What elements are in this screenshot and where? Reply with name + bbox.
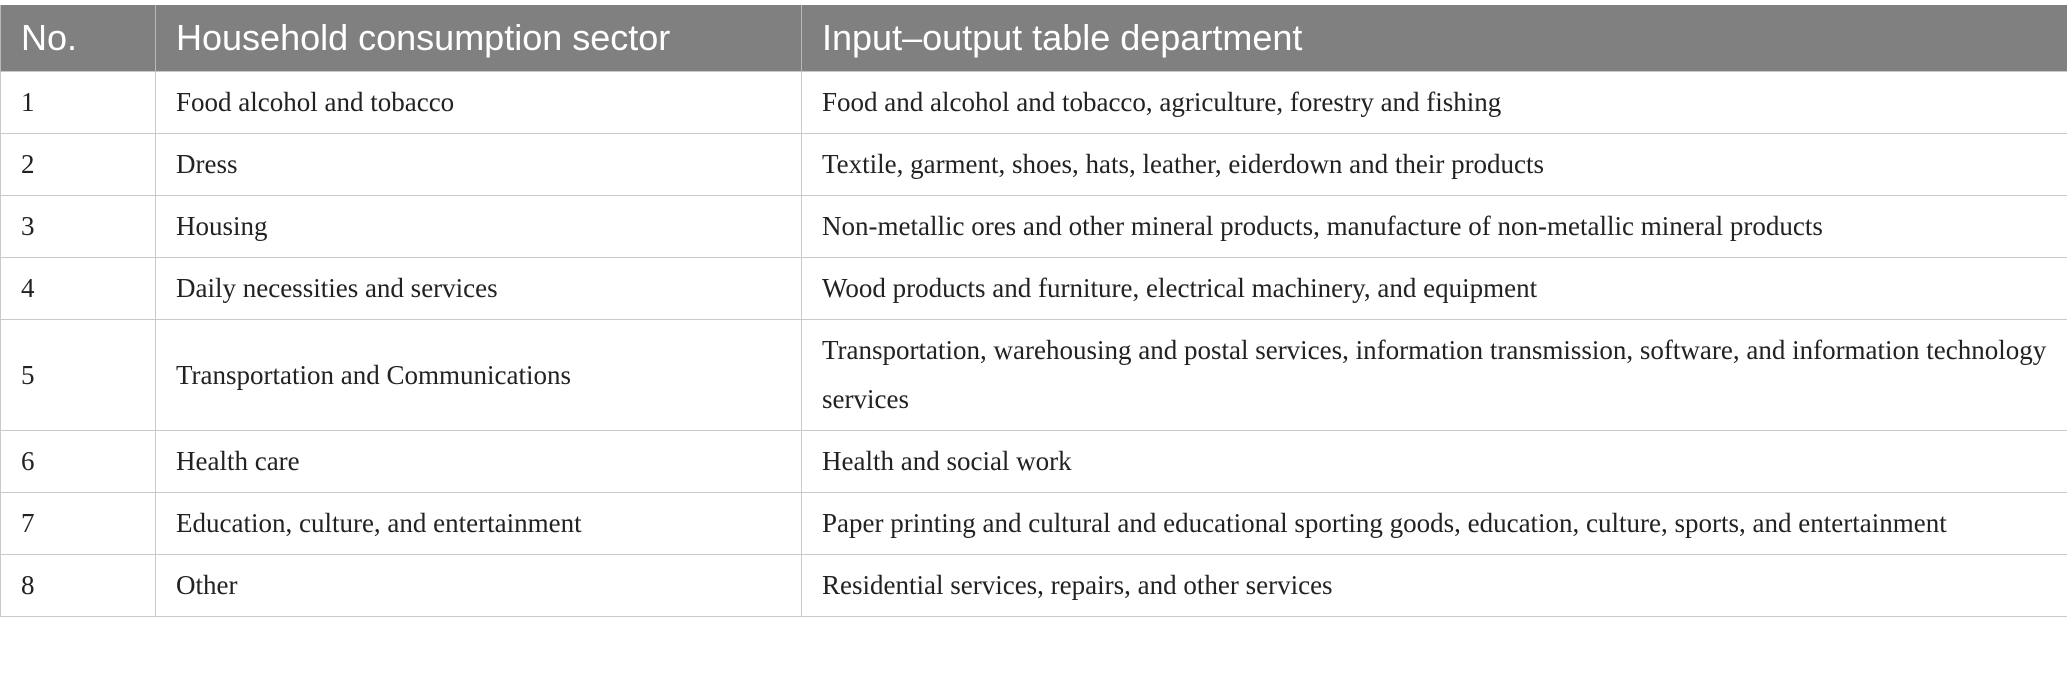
table-row <box>1 196 2067 258</box>
cell-no: 4 <box>1 258 156 320</box>
cell-department: Residential services, repairs, and other services <box>802 555 2067 617</box>
cell-department: Transportation, warehousing and postal services, information transmission, software, and information technology services <box>802 320 2067 431</box>
table-row <box>1 431 2067 493</box>
cell-no: 6 <box>1 431 156 493</box>
table-row <box>1 493 2067 555</box>
table-row <box>1 258 2067 320</box>
cell-sector: Daily necessities and services <box>156 258 802 320</box>
cell-no: 7 <box>1 493 156 555</box>
table-header <box>1 5 2067 72</box>
cell-no: 5 <box>1 320 156 431</box>
cell-sector: Health care <box>156 431 802 493</box>
cell-no: 8 <box>1 555 156 617</box>
cell-department: Non-metallic ores and other mineral products, manufacture of non-metallic mineral products <box>802 196 2067 258</box>
cell-sector: Housing <box>156 196 802 258</box>
cell-department: Food and alcohol and tobacco, agriculture, forestry and fishing <box>802 72 2067 134</box>
table-row <box>1 555 2067 617</box>
cell-no: 3 <box>1 196 156 258</box>
cell-sector: Other <box>156 555 802 617</box>
cell-sector: Transportation and Communications <box>156 320 802 431</box>
cell-sector: Dress <box>156 134 802 196</box>
cell-department: Health and social work <box>802 431 2067 493</box>
table-row <box>1 320 2067 431</box>
cell-sector: Education, culture, and entertainment <box>156 493 802 555</box>
cell-no: 2 <box>1 134 156 196</box>
cell-no: 1 <box>1 72 156 134</box>
header-row <box>1 5 2067 72</box>
table-row <box>1 72 2067 134</box>
header-input-output-department: Input–output table department <box>802 5 2067 72</box>
cell-department: Paper printing and cultural and educational sporting goods, education, culture, sports, and entertainment <box>802 493 2067 555</box>
cell-department: Wood products and furniture, electrical machinery, and equipment <box>802 258 2067 320</box>
consumption-sector-table <box>0 5 2067 617</box>
cell-department: Textile, garment, shoes, hats, leather, eiderdown and their products <box>802 134 2067 196</box>
table-row <box>1 134 2067 196</box>
table-body <box>1 72 2067 617</box>
cell-sector: Food alcohol and tobacco <box>156 72 802 134</box>
header-household-consumption-sector: Household consumption sector <box>156 5 802 72</box>
header-no: No. <box>1 5 156 72</box>
